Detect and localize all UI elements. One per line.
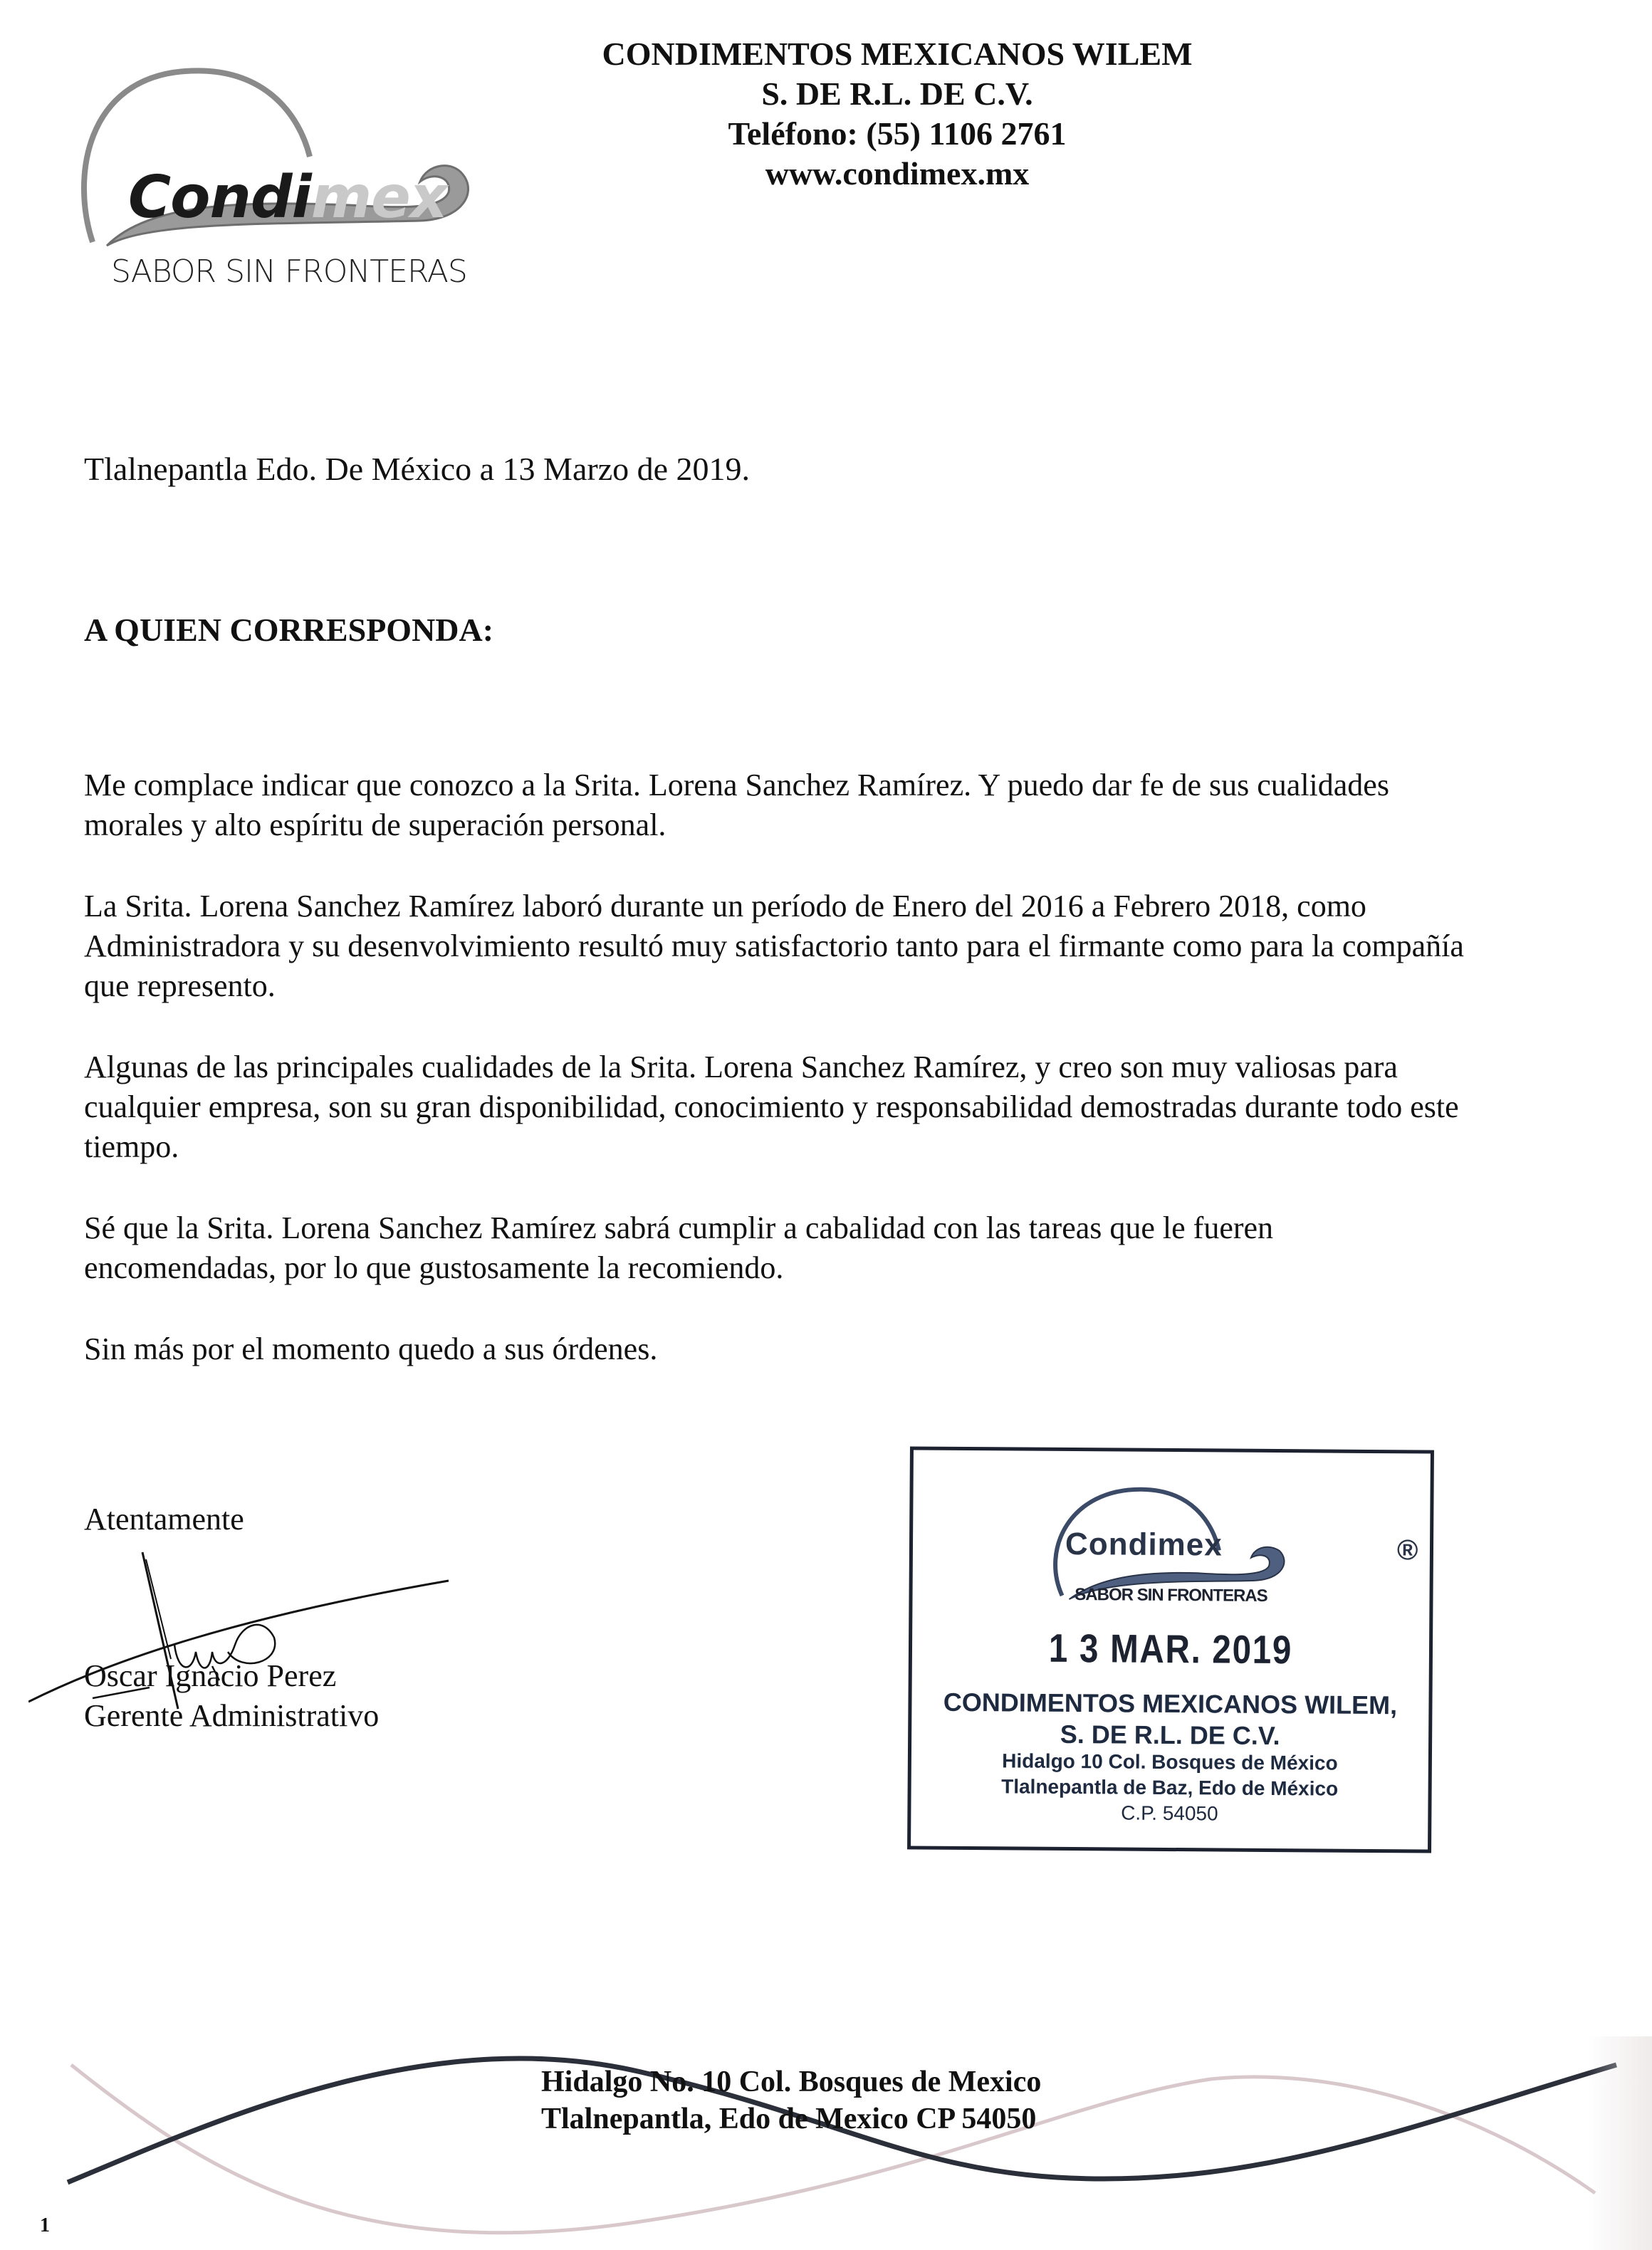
company-logo: [64, 50, 477, 299]
paragraph: Me complace indicar que conozco a la Srita. Lorena Sanchez Ramírez. Y puedo dar fe de sus cualidades morales y alto espíritu de superación personal.: [84, 768, 1389, 842]
salutation: A QUIEN CORRESPONDA:: [84, 612, 494, 648]
company-header: [570, 34, 1225, 194]
stamp-address-line2: Tlalnepantla de Baz, Edo de México: [1001, 1775, 1339, 1800]
place-date: Tlalnepantla Edo. De México a 13 Marzo de 2019.: [84, 451, 751, 487]
stamp-company-name: CONDIMENTOS MEXICANOS WILEM,: [943, 1687, 1398, 1720]
stamp-company: [911, 1686, 1429, 1752]
stamp-company-type: S. DE R.L. DE C.V.: [1060, 1719, 1280, 1751]
page-number: 1: [40, 2214, 50, 2236]
logo-word-dark: Condi: [128, 164, 311, 231]
stamp-address: [911, 1747, 1428, 1828]
paragraph: Sin más por el momento quedo a sus órdenes.: [84, 1331, 658, 1366]
footer-address-line1: Hidalgo No. 10 Col. Bosques de Mexico: [541, 2066, 1042, 2098]
stamp-tagline: SABOR SIN FRONTERAS: [1075, 1585, 1267, 1606]
company-phone: Teléfono: (55) 1106 2761: [728, 115, 1067, 152]
closing: Atentamente: [84, 1502, 244, 1537]
company-type: S. DE R.L. DE C.V.: [761, 75, 1033, 112]
signer-title: Gerente Administrativo: [84, 1698, 380, 1733]
stamp-address-line1: Hidalgo 10 Col. Bosques de México: [1002, 1749, 1338, 1774]
footer-address-line2: Tlalnepantla, Edo de Mexico CP 54050: [541, 2103, 1037, 2135]
scan-edge-shadow: [1588, 2036, 1652, 2250]
logo-tagline: SABOR SIN FRONTERAS: [111, 253, 467, 290]
registered-mark-icon: ®: [1396, 1534, 1418, 1566]
handwritten-signature: [28, 1538, 470, 1723]
stamp-postal-code: C.P. 54050: [1121, 1801, 1218, 1825]
company-stamp: [907, 1446, 1434, 1853]
logo-word-light: mex: [310, 164, 447, 231]
letter-body: [84, 765, 1473, 1411]
footer-address: [541, 2063, 1041, 2138]
paragraph: La Srita. Lorena Sanchez Ramírez laboró durante un período de Enero del 2016 a Febrero 2018, como Administradora y su desenvolvimiento resultó muy satisfactorio tanto para el firmante como para la compañía que represento.: [84, 889, 1464, 1003]
company-website: www.condimex.mx: [765, 155, 1030, 192]
signer-name: Oscar Ignacio Perez: [84, 1658, 337, 1693]
logo-wordmark: [128, 164, 447, 231]
company-name: CONDIMENTOS MEXICANOS WILEM: [602, 36, 1193, 72]
paragraph: Sé que la Srita. Lorena Sanchez Ramírez sabrá cumplir a cabalidad con las tareas que le fueren encomendadas, por lo que gustosamente la recomiendo.: [84, 1210, 1274, 1285]
stamp-logo-word: Condimex: [1065, 1526, 1223, 1563]
paragraph: Algunas de las principales cualidades de la Srita. Lorena Sanchez Ramírez, y creo son muy valiosas para cualquier empresa, son su gran disponibilidad, conocimiento y responsabilidad demostradas durante todo este tiempo.: [84, 1050, 1459, 1164]
stamp-date: 1 3 MAR. 2019: [1048, 1625, 1293, 1673]
